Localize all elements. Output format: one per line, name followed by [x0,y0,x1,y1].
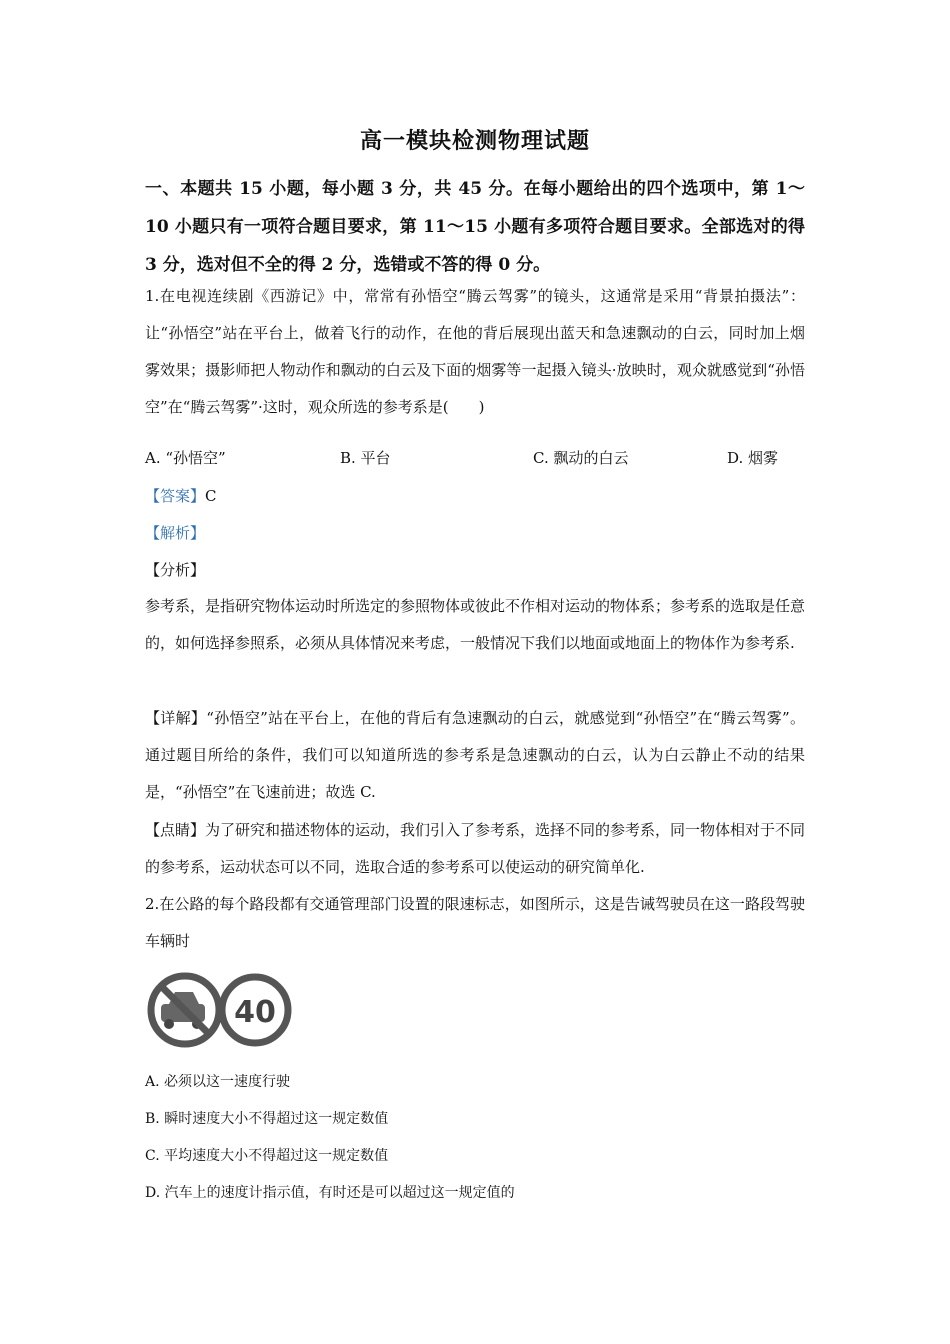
question-2-stem: 2.在公路的每个路段都有交通管理部门设置的限速标志，如图所示，这是告诫驾驶员在这一路段驾驶车辆时 [145,895,805,950]
answer-value: C [205,487,217,505]
q1-answer [145,485,217,506]
answer-tag: 【答案】 [145,487,206,505]
q1-option-c: C. 飘动的白云 [533,449,629,467]
q2-option-d: D. 汽车上的速度计指示值，有时还是可以超过这一规定值的 [145,1185,515,1201]
q1-fenxi: 参考系，是指研究物体运动时所选定的参照物体或彼此不作相对运动的物体系；参考系的选取是任意的，如何选择参照系，必须从具体情况来考虑，一般情况下我们以地面或地面上的物体作为参考系. [145,597,806,652]
section-heading: 一、本题共 15 小题，每小题 3 分，共 45 分。在每小题给出的四个选项中，第 1～10 小题只有一项符合题目要求，第 11～15 小题有多项符合题目要求。全部选对的得 3 分，选对但不全的得 2 分，选错或不答的得 0 分。 [145,179,805,275]
analysis-tag: 【解析】 [145,524,206,542]
question-1-stem: 1.在电视连续剧《西游记》中，常常有孙悟空“腾云驾雾”的镜头，这通常是采用“背景拍摄法”：让“孙悟空”站在平台上，做着飞行的动作，在他的背后展现出蓝天和急速飘动的白云，同时加上烟雾效果；摄影师把人物动作和飘动的白云及下面的烟雾等一起摄入镜头·放映时，观众就感觉到“孙悟空”在“腾云驾雾”·这时，观众所选的参考系是( ) [145,287,805,416]
speed-limit-value: 40 [234,995,276,1030]
q1-option-b: B. 平台 [340,449,391,467]
q1-detail: 【详解】“孙悟空”站在平台上，在他的背后有急速飘动的白云，就感觉到“孙悟空”在“腾云驾雾”。通过题目所给的条件，我们可以知道所选的参考系是急速飘动的白云，认为白云静止不动的结果是，“孙悟空”在飞速前进；故选 C. [145,709,805,801]
q2-option-b: B. 瞬时速度大小不得超过这一规定数值 [145,1111,389,1127]
no-overtaking-sign-icon [151,976,219,1044]
q1-option-d: D. 烟雾 [727,449,779,467]
fenxi-tag: 【分析】 [145,561,206,579]
speed-limit-sign-icon [222,977,288,1043]
q2-option-a: A. 必须以这一速度行驶 [145,1074,291,1090]
q1-comment: 【点睛】为了研究和描述物体的运动，我们引入了参考系，选择不同的参考系，同一物体相对于不同的参考系，运动状态可以不同，选取合适的参考系可以使运动的研究简单化. [145,821,806,876]
q1-option-a: A. “孙悟空” [145,449,226,467]
q2-option-c: C. 平均速度大小不得超过这一规定数值 [145,1148,389,1164]
traffic-sign-figure [147,970,297,1050]
page-title: 高一模块检测物理试题 [359,128,590,154]
